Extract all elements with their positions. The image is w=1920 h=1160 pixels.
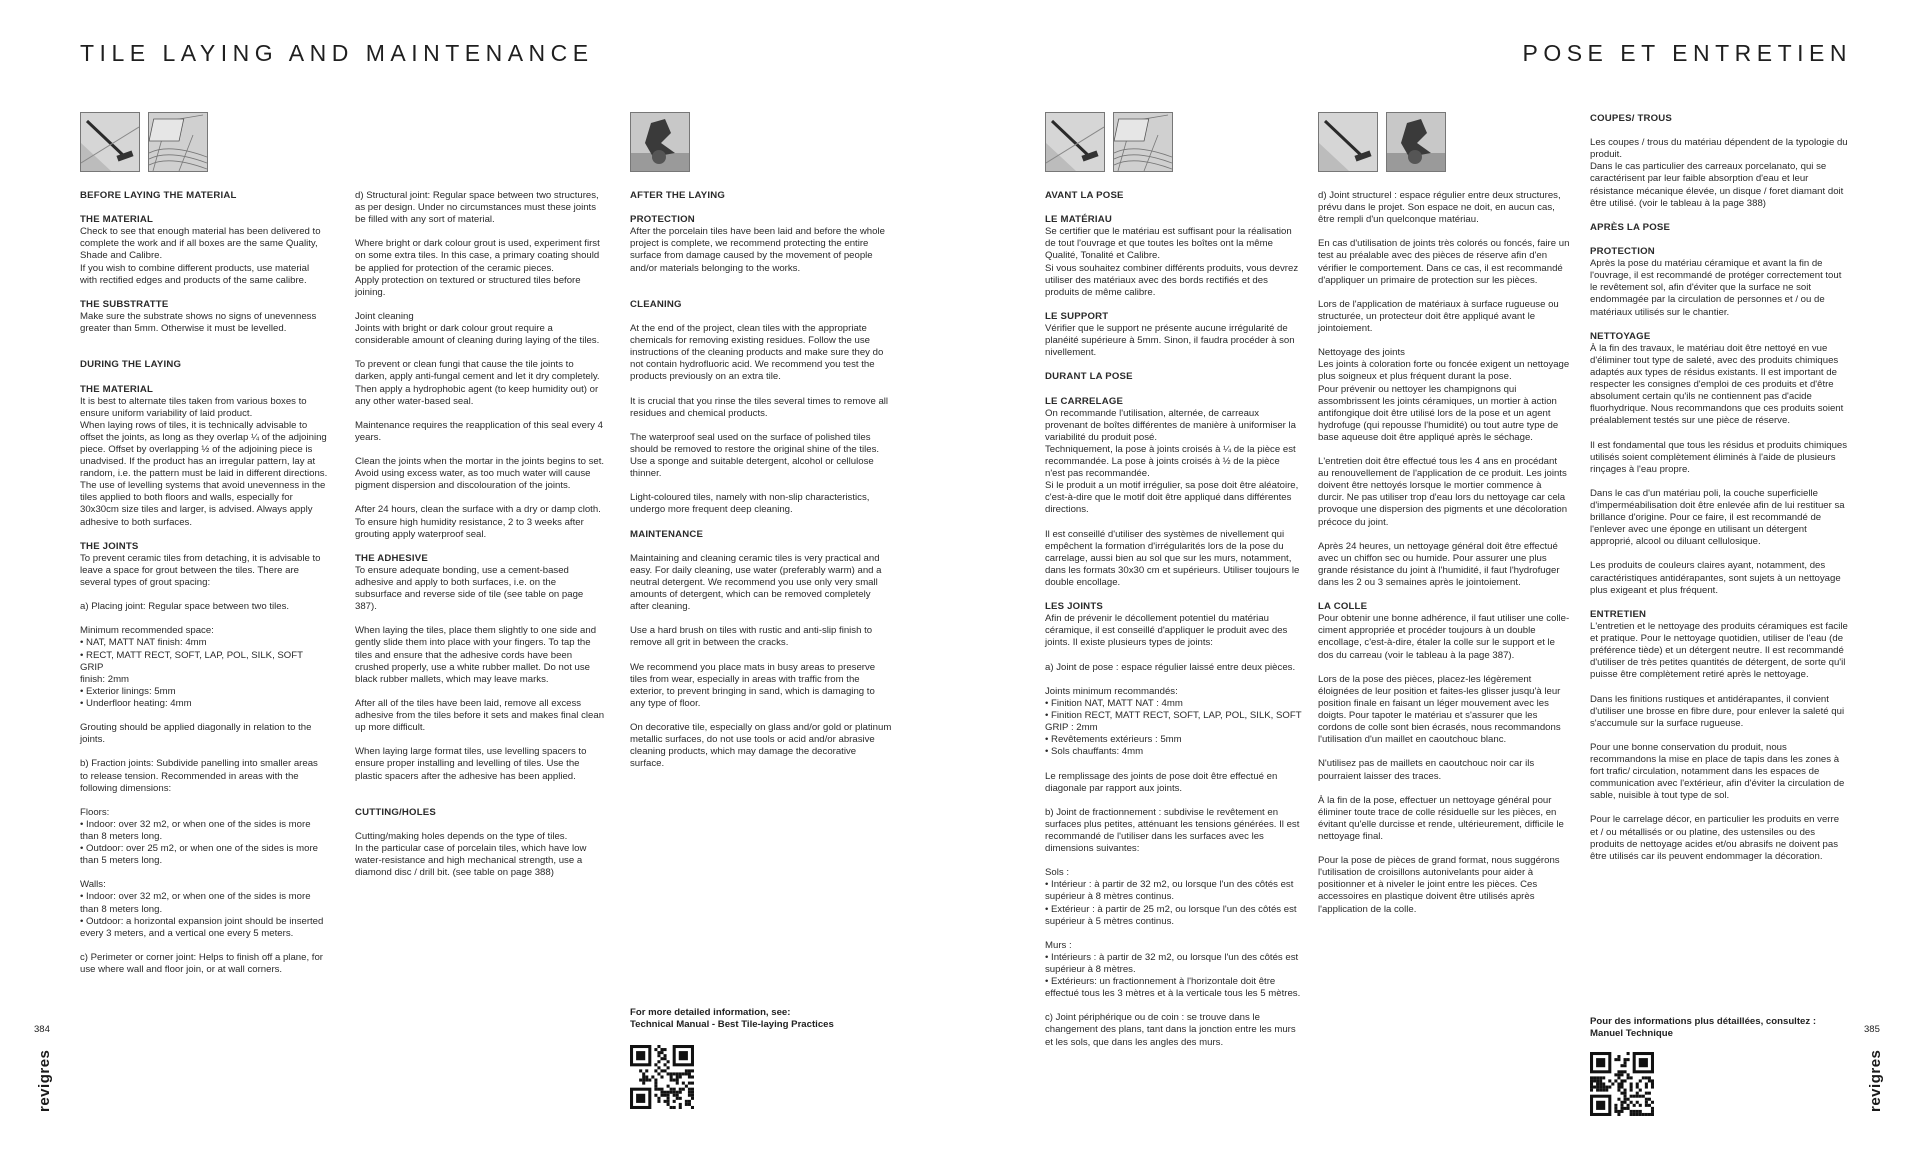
left-column-3 [630, 190, 892, 783]
paragraph: a) Placing joint: Regular space between two tiles. [80, 601, 290, 613]
paragraph: Maintenance requires the reapplication of this seal every 4 years. [355, 419, 603, 443]
section-heading: CLEANING [630, 298, 682, 310]
paragraph: Use a hard brush on tiles with rustic and anti-slip finish to remove all grit in between the cracks. [630, 625, 873, 649]
paragraph: Murs : • Intérieurs : à partir de 32 m2, ou lorsque l'un des côtés est supérieur à 8 mètres. • Extérieurs: un fractionnement à l'horizontale doit être effectué tous les 3 mètres et à la verticale tous les 5 mètres. [1045, 939, 1301, 1000]
paragraph: Se certifier que le matériau est suffisant pour la réalisation de tout l'ouvrage et que toutes les boîtes ont la même Qualité, Tonalité et Calibre. Si vous souhaitez combiner différents produits, vous devrez utiliser des matériaux avec des bords rectifiés et des produits de même calibre. [1045, 226, 1299, 298]
paragraph: À la fin des travaux, le matériau doit être nettoyé en vue d'éliminer tout type de saleté, avec des produits chimiques adaptés aux types de résidus existants. Il est important de respecter les consignes d'emploi de ces produits et d'être absolument certain qu'ils ne contiennent pas d'acide fluorhydrique. Nous recommandons que ces produits soient préalablement testés sur une pièce de réserve. [1590, 342, 1844, 427]
section-heading: PROTECTION [1590, 246, 1655, 258]
section-heading: LA COLLE [1318, 601, 1368, 613]
section-heading: THE MATERIAL [80, 383, 154, 395]
paragraph: Walls: • Indoor: over 32 m2, or when one of the sides is more than 8 meters long. • Outdoor: a horizontal expansion joint should be inserted every 3 meters, and a vertical one every 5 meters. [80, 879, 324, 939]
paragraph: En cas d'utilisation de joints très colorés ou foncés, faire un test au préalable avec des pièces de réserve afin d'en vérifier le comportement. Dans ce cas, il est recommandé d'appliquer un primaire de protection sur les pièces. [1318, 238, 1570, 286]
paragraph: Where bright or dark colour grout is used, experiment first on some extra tiles. In this case, a primary coating should be applied for protection of the ceramic pieces. Apply protection on textured or structured tiles before joining. [355, 238, 600, 298]
paragraph: d) Structural joint: Regular space between two structures, as per design. Under no circumstances must these joints be filled with any sort of material. [355, 190, 599, 226]
paragraph: It is best to alternate tiles taken from various boxes to ensure uniform variability of laid product. When laying rows of tiles, it is technically advisable to offset the joints, as long as they overlap ¼ of the adjoining piece. Offset by overlapping ½ of the adjoining piece is unadvised. If the product has an irregular pattern, lay at random, i.e. the pattern must be laid in different directions. The use of levelling systems that avoid unevenness in the tiles applied to both floors and walls, especially for 30x30cm size tiles and larger, is advised. Always apply adhesive to both surfaces. [80, 395, 328, 528]
paragraph: Cutting/making holes depends on the type of tiles. In the particular case of porcelain tiles, which have low water-resistance and high mechanical strength, use a diamond disc / drill bit. (see table on page 388) [355, 830, 587, 879]
qr-code-icon[interactable] [630, 1045, 694, 1109]
paragraph: On decorative tile, especially on glass and/or gold or platinum metallic surfaces, do not use tools or acid and/or abrasive cleaning products, which may damage the decorative surface. [630, 722, 892, 770]
paragraph: On recommande l'utilisation, alternée, de carreaux provenant de boîtes différentes de manière à uniformiser la variabilité du produit posé. Techniquement, la pose à joints croisés à ¼ de la pièce est recommandée. La pose à joints croisés à ½ de la pièce n'est pas recommandée. Si le produit a un motif irrégulier, sa pose doit être aléatoire, c'est-à-dire que le motif doit être appliqué dans différentes directions. [1045, 407, 1299, 516]
paragraph: Il est fondamental que tous les résidus et produits chimiques utilisés soient complètement éliminés à l'aide de plusieurs rinçages à l'eau propre. [1590, 439, 1848, 475]
paragraph: Après 24 heures, un nettoyage général doit être effectué avec un chiffon sec ou humide. Pour assurer une plus grande résistance du joint à l'humidité, il faut l'hydrofuger dans les 2 ou 3 semaines après le jointoiement. [1318, 540, 1560, 588]
paragraph: Le remplissage des joints de pose doit être effectué en diagonale par rapport aux joints. [1045, 770, 1278, 794]
paragraph: b) Fraction joints: Subdivide panelling into smaller areas to release tension. Recommended in areas with the following dimensions: [80, 758, 318, 794]
paragraph: Check to see that enough material has been delivered to complete the work and if all boxes are the same Quality, Shade and Calibre. If you wish to combine different products, use material with rectified edges and products of the same calibre. [80, 226, 321, 286]
section-heading: PROTECTION [630, 214, 695, 226]
paragraph: N'utilisez pas de maillets en caoutchouc noir car ils pourraient laisser des traces. [1318, 758, 1535, 782]
paragraph: Lors de la pose des pièces, placez-les légèrement éloignées de leur position et faites-les glisser jusqu'à leur position finale en faisant un léger mouvement avec les doigts. Pour tapoter le matériau et s'assurer que les cordons de colle sont bien écrasés, nous recommandons l'utilisation d'un maillet en caoutchouc blanc. [1318, 673, 1561, 746]
paragraph: After the porcelain tiles have been laid and before the whole project is complete, we recommend protecting the entire surface from damage caused by the movement of people and/or materials belonging to the works. [630, 226, 885, 274]
paragraph: c) Joint périphérique ou de coin : se trouve dans le changement des plans, tant dans la jonction entre les murs et les sols, que dans les angles des murs. [1045, 1012, 1296, 1048]
paragraph: Sols : • Intérieur : à partir de 32 m2, ou lorsque l'un des côtés est supérieur à 8 mètres continus. • Extérieur : à partir de 25 m2, ou lorsque l'un des côtés est supérieur à 5 mètres continus. [1045, 867, 1297, 927]
paragraph: Floors: • Indoor: over 32 m2, or when one of the sides is more than 8 meters long. • Outdoor: over 25 m2, or when one of the sides is more than 5 meters long. [80, 806, 318, 867]
section-heading: CUTTING/HOLES [355, 806, 436, 818]
paragraph: Les produits de couleurs claires ayant, notamment, des caractéristiques antidérapantes, sont sujets à un nettoyage plus exigeant et plus fréquent. [1590, 560, 1841, 596]
section-heading: BEFORE LAYING THE MATERIAL [80, 190, 237, 201]
paragraph: Pour obtenir une bonne adhérence, il faut utiliser une colle-ciment appropriée et procéder toujours à un double encollage, c'est-à-dire, étaler la colle sur le support et le dos du carreau (voir le tableau à la page 387). [1318, 613, 1570, 661]
paragraph: Minimum recommended space: • NAT, MATT NAT finish: 4mm • RECT, MATT RECT, SOFT, LAP, POL, SILK, SOFT GRIP finish: 2mm • Exterior linings: 5mm • Underfloor heating: 4mm [80, 625, 303, 709]
paragraph: To prevent ceramic tiles from detaching, it is advisable to leave a space for grout between the tiles. There are several types of grout spacing: [80, 552, 321, 588]
section-heading: AFTER THE LAYING [630, 190, 726, 201]
tile-cleaning-machine-icon [1386, 112, 1446, 172]
paragraph: At the end of the project, clean tiles with the appropriate chemicals for removing existing residues. Follow the use instructions of the cleaning products and make sure they do not contain hydrofluoric acid. We recommend you test the products previously on an extra tile. [630, 323, 884, 383]
left-brand-logo: revigres [36, 1049, 53, 1112]
paragraph: Pour une bonne conservation du produit, nous recommandons la mise en place de tapis dans les zones à fort trafic/ circulation, notamment dans les espaces de communication avec l'extérieur, afin d'éviter la circulation de sable, nuisible à tout type de sol. [1590, 741, 1845, 802]
paragraph: L'entretien doit être effectué tous les 4 ans en procédant au renouvellement de l'application de ce produit. Les joints doivent être nettoyés lorsque le mortier commence à durcir. Ne pas utiliser trop d'eau lors du nettoyage car cela provoque une dispersion des pigments et une décoloration précoce du joint. [1318, 456, 1568, 528]
paragraph: Vérifier que le support ne présente aucune irrégularité de planéité supérieure à 5mm. Sinon, il faudra procéder à son nivellement. [1045, 323, 1295, 359]
paragraph: When laying the tiles, place them slightly to one side and gently slide them into place with your fingers. To tap the tiles and ensure that the adhesive cords have been crushed properly, use a white rubber mallet. Do not use black rubber mallets, which may leave marks. [355, 625, 597, 685]
right-page-number: 385 [1864, 1024, 1880, 1035]
left-col1-icons [80, 112, 208, 172]
right-brand-logo: revigres [1867, 1049, 1884, 1112]
paragraph: c) Perimeter or corner joint: Helps to finish off a plane, for use where wall and floor join, or at wall corners. [80, 951, 323, 975]
paragraph: Afin de prévenir le décollement potentiel du matériau céramique, il est conseillé d'appliquer le produit avec des joints. Il existe plusieurs types de joints: [1045, 613, 1288, 649]
paragraph: L'entretien et le nettoyage des produits céramiques est facile et pratique. Pour le nettoyage quotidien, utiliser de l'eau (de préférence tiède) et un détergent neutre. Il est recommandé d'utiliser de très petites quantités de détergent, de sorte qu'il puisse être complètement retiré après le nettoyage. [1590, 620, 1848, 681]
left-column-1 [80, 190, 328, 988]
section-heading: APRÈS LA POSE [1590, 221, 1671, 233]
section-heading: THE MATERIAL [80, 214, 154, 226]
left-page-title: TILE LAYING AND MAINTENANCE [80, 40, 594, 66]
tile-adhesive-icon [1113, 112, 1173, 172]
paragraph: Nettoyage des joints Les joints à coloration forte ou foncée exigent un nettoyage plus soigneux et plus fréquent durant la pose. Pour prévenir ou nettoyer les champignons qui assombrissent les joints céramiques, un mortier à action antifongique doit être utilisé lors de la pose et un agent hydrofuge (qui repousse l'humidité) ou tout autre type de base aqueuse doit être appliqué après le séchage. [1318, 347, 1570, 443]
paragraph: b) Joint de fractionnement : subdivise le revêtement en surfaces plus petites, atténuant les tensions générées. Il est recommandé de l'utiliser dans les surfaces avec les dimensions suivantes: [1045, 806, 1300, 855]
paragraph: Pour la pose de pièces de grand format, nous suggérons l'utilisation de croisillons autonivelants pour aider à positionner et à niveler le joint entre les pièces. Ces accessoires en plastique doivent être utilisés après l'application de la colle. [1318, 855, 1560, 915]
paragraph: To ensure adequate bonding, use a cement-based adhesive and apply to both surfaces, i.e. on the subsurface and reverse side of tile (see table on page 387). [355, 564, 584, 613]
section-heading: LE SUPPORT [1045, 310, 1109, 322]
section-heading: NETTOYAGE [1590, 330, 1651, 342]
section-heading: COUPES/ TROUS [1590, 113, 1673, 124]
paragraph: Après la pose du matériau céramique et avant la fin de l'ouvrage, il est recommandé de protéger correctement tout le revêtement sol, afin d'éviter que la surface ne soit endommagée par la circulation de personnes et / ou de matériaux utilisés sur le chantier. [1590, 258, 1842, 318]
section-heading: THE SUBSTRATTE [80, 298, 169, 310]
paragraph: Grouting should be applied diagonally in relation to the joints. [80, 722, 312, 746]
section-heading: LE CARRELAGE [1045, 395, 1124, 407]
left-col3-icons [630, 112, 690, 172]
tile-trowel-icon [80, 112, 140, 172]
section-heading: LES JOINTS [1045, 601, 1103, 613]
paragraph: Clean the joints when the mortar in the joints begins to set. Avoid using excess water, as too much water will cause pigment dispersion and discolouration of the joints. [355, 456, 605, 492]
right-info-note: Pour des informations plus détaillées, consultez : Manuel Technique [1590, 1016, 1817, 1039]
paragraph: Pour le carrelage décor, en particulier les produits en verre et / ou métallisés or ou platine, des ustensiles ou des produits de nettoyage acides et/ou abrasifs ne doivent pas être utilisés car ils peuvent endommager la décoration. [1590, 814, 1840, 862]
right-column-1 [1045, 190, 1302, 1061]
paragraph: d) Joint structurel : espace régulier entre deux structures, prévu dans le projet. Son espace ne doit, en aucun cas, être rempli d'un quelconque matériau. [1318, 190, 1561, 226]
section-heading: THE JOINTS [80, 540, 139, 552]
paragraph: After all of the tiles have been laid, remove all excess adhesive from the tiles before it sets and makes final clean up more difficult. [355, 697, 605, 734]
tile-trowel-icon [1045, 112, 1105, 172]
tile-adhesive-icon [148, 112, 208, 172]
paragraph: Make sure the substrate shows no signs of unevenness greater than 5mm. Otherwise it must be levelled. [80, 310, 317, 335]
right-column-2 [1318, 190, 1570, 928]
paragraph: Il est conseillé d'utiliser des systèmes de nivellement qui empêchent la formation d'irrégularités lors de la pose du carrelage, aussi bien au sol que sur les murs, notamment, dans les formats 30x30 cm et supérieurs. Utiliser toujours le double encollage. [1045, 528, 1300, 588]
left-page-number: 384 [34, 1024, 50, 1035]
paragraph: À la fin de la pose, effectuer un nettoyage général pour éliminer toute trace de colle résiduelle sur les pièces, en évitant qu'elle durcisse et rende, ultérieurement, difficile le nettoyage final. [1318, 794, 1564, 842]
section-heading: LE MATÉRIAU [1045, 214, 1113, 226]
right-page-title: POSE ET ENTRETIEN [1522, 40, 1852, 66]
paragraph: It is crucial that you rinse the tiles several times to remove all residues and chemical products. [630, 395, 889, 419]
qr-code-icon[interactable] [1590, 1052, 1654, 1116]
section-heading: ENTRETIEN [1590, 608, 1647, 620]
paragraph: We recommend you place mats in busy areas to preserve tiles from wear, especially in areas with traffic from the exterior, to prevent bringing in sand, which is damaging to any type of floor. [630, 661, 876, 709]
paragraph: Joints minimum recommandés: • Finition NAT, MATT NAT : 4mm • Finition RECT, MATT RECT, SOFT, LAP, POL, SILK, SOFT GRIP : 2mm • Revêtements extérieurs : 5mm • Sols chauffants: 4mm [1045, 685, 1302, 758]
left-column-2 [355, 190, 605, 891]
section-heading: THE ADHESIVE [355, 552, 428, 564]
paragraph: Dans le cas d'un matériau poli, la couche superficielle d'imperméabilisation doit être enlevée afin de lui restituer sa brillance d'origine. Pour ce faire, il est recommandé de l'enlever avec une éponge en utilisant un détergent approprié, alcool ou diluant cellulosique. [1590, 487, 1845, 548]
paragraph: Lors de l'application de matériaux à surface rugueuse ou structurée, un protecteur doit être appliqué avant le jointoiement. [1318, 298, 1559, 335]
tile-trowel-icon [1318, 112, 1378, 172]
paragraph: Joint cleaning Joints with bright or dark colour grout require a considerable amount of cleaning during laying of the tiles. [355, 310, 600, 347]
right-col2-icons [1318, 112, 1446, 172]
paragraph: Dans les finitions rustiques et antidérapantes, il convient d'utiliser une brosse en fibre dure, pour enlever la saleté qui s'accumule sur la surface rugueuse. [1590, 693, 1845, 729]
section-heading: DURANT LA POSE [1045, 371, 1133, 383]
paragraph: To prevent or clean fungi that cause the tile joints to darken, apply anti-fungal cement and let it dry completely. Then apply a hydrophobic agent (to keep humidity out) or any other water-based seal. [355, 359, 600, 407]
tile-cleaning-machine-icon [630, 112, 690, 172]
section-heading: MAINTENANCE [630, 528, 704, 540]
section-heading: DURING THE LAYING [80, 359, 182, 371]
paragraph: After 24 hours, clean the surface with a dry or damp cloth. To ensure high humidity resistance, 2 to 3 weeks after grouting apply waterproof seal. [355, 504, 601, 540]
right-col1-icons [1045, 112, 1173, 172]
right-column-3 [1590, 113, 1848, 875]
paragraph: The waterproof seal used on the surface of polished tiles should be removed to restore the original shine of the tiles. Use a sponge and suitable detergent, alcohol or cellulose thinner. [630, 431, 880, 480]
paragraph: When laying large format tiles, use levelling spacers to ensure proper installing and levelling of tiles. Use the plastic spacers after the adhesive has been applied. [355, 746, 587, 782]
paragraph: Maintaining and cleaning ceramic tiles is very practical and easy. For daily cleaning, use water (preferably warm) and a neutral detergent. We recommend you use only very small amounts of detergent, which can be removed completely after cleaning. [630, 552, 882, 613]
paragraph: Light-coloured tiles, namely with non-slip characteristics, undergo more frequent deep cleaning. [630, 492, 870, 516]
left-info-note: For more detailed information, see: Technical Manual - Best Tile-laying Practices [630, 1007, 834, 1030]
paragraph: Les coupes / trous du matériau dépendent de la typologie du produit. Dans le cas particulier des carreaux porcelanato, qui se caractérisent par leur faible absorption d'eau et leur résistance mécanique élevée, un disque / foret diamant doit être utilisé. (voir le tableau à la page 388) [1590, 137, 1848, 209]
section-heading: AVANT LA POSE [1045, 190, 1124, 201]
paragraph: a) Joint de pose : espace régulier laissé entre deux pièces. [1045, 661, 1296, 673]
